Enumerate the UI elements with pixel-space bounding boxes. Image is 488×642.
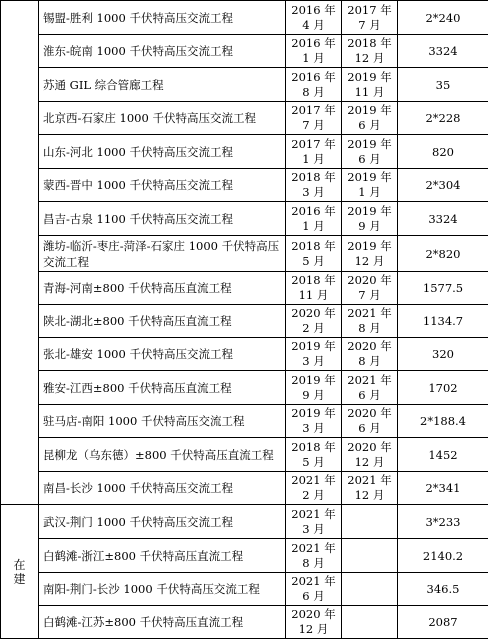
table-row [1,135,488,169]
table-row [1,573,488,606]
scale-value-cell: 2*341 [398,472,488,505]
project-name-cell: 白鹤滩-浙江±800 千伏特高压直流工程 [39,539,286,573]
start-date-cell: 2018 年 5 月 [286,236,342,272]
scale-value-cell: 320 [398,338,488,371]
start-date-cell: 2016 年 8 月 [286,68,342,102]
table-row [1,68,488,102]
table-row [1,539,488,573]
table-row [1,472,488,505]
project-name-cell: 昆柳龙（乌东德）±800 千伏特高压直流工程 [39,438,286,472]
scale-value-cell: 1134.7 [398,305,488,338]
scale-value-cell: 2*228 [398,102,488,135]
end-date-cell: 2021 年 12 月 [342,472,398,505]
project-table-body [1,1,488,639]
end-date-cell: 2018 年 12 月 [342,35,398,68]
start-date-cell: 2017 年 1 月 [286,135,342,169]
scale-value-cell: 3324 [398,202,488,236]
scale-value-cell: 1452 [398,438,488,472]
scale-value-cell: 2*820 [398,236,488,272]
end-date-cell [342,606,398,639]
scale-value-cell: 3*233 [398,505,488,539]
project-name-cell: 北京西-石家庄 1000 千伏特高压交流工程 [39,102,286,135]
table-row [1,102,488,135]
end-date-cell [342,539,398,573]
project-name-cell: 南阳-荆门-长沙 1000 千伏特高压交流工程 [39,573,286,606]
end-date-cell [342,505,398,539]
project-name-cell: 陕北-湖北±800 千伏特高压直流工程 [39,305,286,338]
start-date-cell: 2016 年 1 月 [286,35,342,68]
project-name-cell: 白鹤滩-江苏±800 千伏特高压直流工程 [39,606,286,639]
project-name-cell: 山东-河北 1000 千伏特高压交流工程 [39,135,286,169]
table-row [1,236,488,272]
start-date-cell: 2016 年 4 月 [286,1,342,35]
project-name-cell: 青海-河南±800 千伏特高压直流工程 [39,272,286,305]
scale-value-cell: 820 [398,135,488,169]
category-cell [1,505,39,639]
project-name-cell: 蒙西-晋中 1000 千伏特高压交流工程 [39,169,286,202]
project-name-cell: 南昌-长沙 1000 千伏特高压交流工程 [39,472,286,505]
project-name-cell: 驻马店-南阳 1000 千伏特高压交流工程 [39,405,286,438]
start-date-cell: 2021 年 6 月 [286,573,342,606]
table-row [1,305,488,338]
end-date-cell [342,573,398,606]
end-date-cell: 2019 年 9 月 [342,202,398,236]
table-row [1,438,488,472]
scale-value-cell: 2140.2 [398,539,488,573]
project-name-cell: 张北-雄安 1000 千伏特高压交流工程 [39,338,286,371]
scale-value-cell: 346.5 [398,573,488,606]
end-date-cell: 2019 年 6 月 [342,135,398,169]
category-label: 在建 [13,557,26,586]
table-row [1,1,488,35]
table-row [1,169,488,202]
table-row [1,202,488,236]
end-date-cell: 2020 年 6 月 [342,405,398,438]
table-row [1,35,488,68]
end-date-cell: 2019 年 1 月 [342,169,398,202]
project-name-cell: 雅安-江西±800 千伏特高压直流工程 [39,371,286,405]
project-name-cell: 潍坊-临沂-枣庄-菏泽-石家庄 1000 千伏特高压交流工程 [39,236,286,272]
project-name-cell: 苏通 GIL 综合管廊工程 [39,68,286,102]
start-date-cell: 2018 年 5 月 [286,438,342,472]
start-date-cell: 2018 年 11 月 [286,272,342,305]
table-row [1,371,488,405]
scale-value-cell: 2*240 [398,1,488,35]
table-row [1,338,488,371]
start-date-cell: 2019 年 3 月 [286,405,342,438]
start-date-cell: 2018 年 3 月 [286,169,342,202]
end-date-cell: 2017 年 7 月 [342,1,398,35]
end-date-cell: 2019 年 12 月 [342,236,398,272]
start-date-cell: 2017 年 7 月 [286,102,342,135]
start-date-cell: 2016 年 1 月 [286,202,342,236]
table-row [1,505,488,539]
scale-value-cell: 3324 [398,35,488,68]
scale-value-cell: 2087 [398,606,488,639]
end-date-cell: 2019 年 6 月 [342,102,398,135]
start-date-cell: 2019 年 3 月 [286,338,342,371]
start-date-cell: 2021 年 8 月 [286,539,342,573]
end-date-cell: 2021 年 6 月 [342,371,398,405]
table-row [1,606,488,639]
end-date-cell: 2020 年 8 月 [342,338,398,371]
start-date-cell: 2020 年 12 月 [286,606,342,639]
start-date-cell: 2021 年 2 月 [286,472,342,505]
end-date-cell: 2020 年 7 月 [342,272,398,305]
start-date-cell: 2020 年 2 月 [286,305,342,338]
end-date-cell: 2020 年 12 月 [342,438,398,472]
project-name-cell: 武汉-荆门 1000 千伏特高压交流工程 [39,505,286,539]
project-name-cell: 昌吉-古泉 1100 千伏特高压交流工程 [39,202,286,236]
table-row [1,405,488,438]
scale-value-cell: 35 [398,68,488,102]
start-date-cell: 2021 年 3 月 [286,505,342,539]
scale-value-cell: 1702 [398,371,488,405]
start-date-cell: 2019 年 9 月 [286,371,342,405]
project-name-cell: 淮东-皖南 1000 千伏特高压交流工程 [39,35,286,68]
category-cell [1,1,39,505]
scale-value-cell: 2*188.4 [398,405,488,438]
end-date-cell: 2021 年 8 月 [342,305,398,338]
scale-value-cell: 2*304 [398,169,488,202]
end-date-cell: 2019 年 11 月 [342,68,398,102]
project-name-cell: 锡盟-胜利 1000 千伏特高压交流工程 [39,1,286,35]
table-row [1,272,488,305]
scale-value-cell: 1577.5 [398,272,488,305]
